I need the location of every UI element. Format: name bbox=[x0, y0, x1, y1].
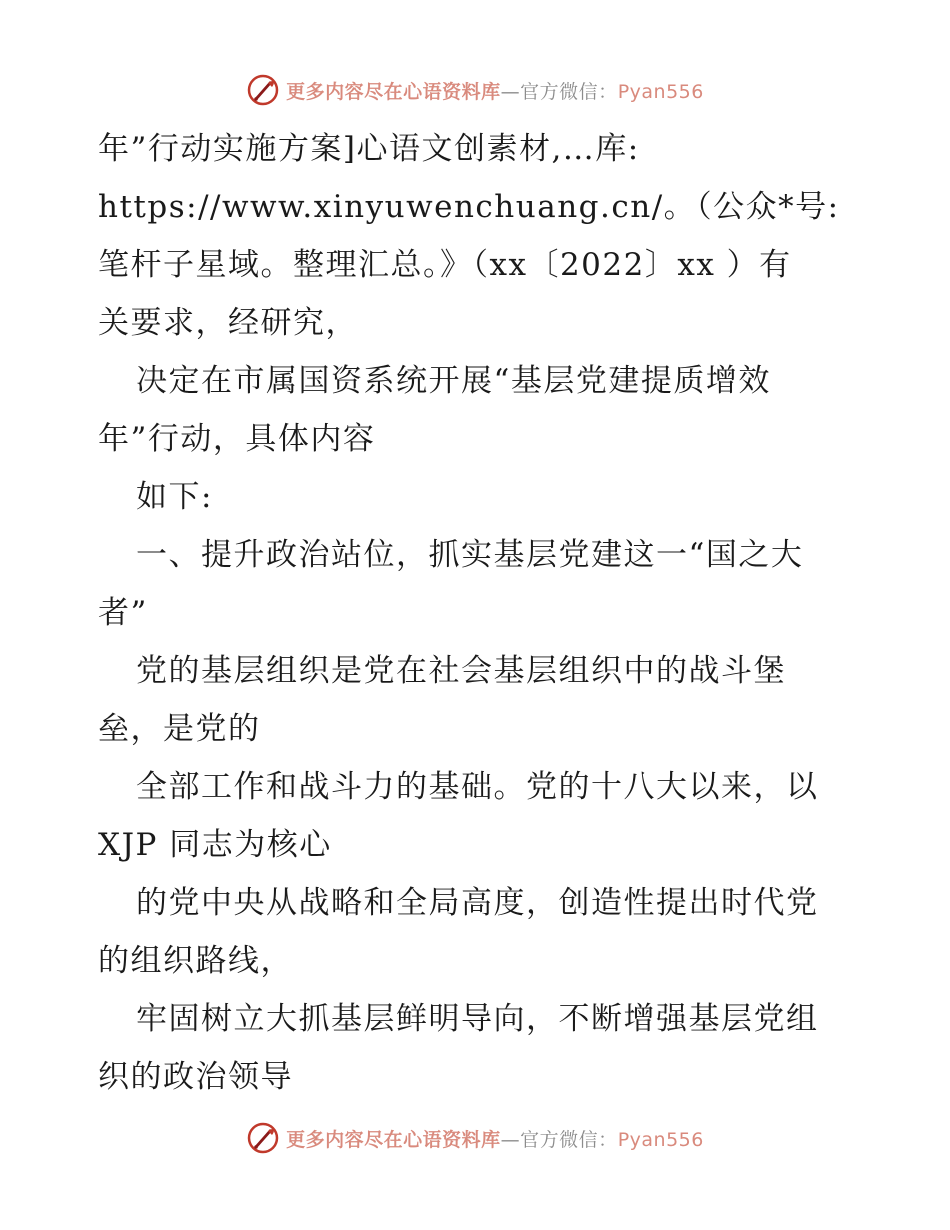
header-banner-content bbox=[246, 73, 704, 107]
body-line: 如下: bbox=[136, 479, 213, 515]
section-heading: 一、提升政治站位，抓实基层党建这一“国之大 bbox=[136, 537, 804, 573]
body-line: 织的政治领导 bbox=[98, 1059, 293, 1095]
body-line: 的组织路线， bbox=[98, 943, 293, 979]
body-line: 年”行动，具体内容 bbox=[98, 421, 376, 457]
banner-wechat-id: Pyan556 bbox=[617, 80, 704, 103]
banner-lead-text: 更多内容尽在心语资料库 bbox=[286, 80, 501, 103]
body-line: 笔杆子星域。整理汇总。》（xx〔2022〕xx ）有 bbox=[98, 247, 792, 283]
banner-lead-text: 更多内容尽在心语资料库 bbox=[286, 1128, 501, 1151]
banner-wechat-label: 官方微信： bbox=[520, 80, 618, 103]
quill-pen-logo-icon bbox=[246, 1121, 280, 1155]
body-line: 牢固树立大抓基层鲜明导向，不断增强基层党组 bbox=[136, 1001, 819, 1037]
body-line: 的党中央从战略和全局高度，创造性提出时代党 bbox=[136, 885, 819, 921]
body-line: 关要求，经研究， bbox=[98, 305, 358, 341]
body-line: 党的基层组织是党在社会基层组织中的战斗堡 bbox=[136, 653, 786, 689]
body-line: 决定在市属国资系统开展“基层党建提质增效 bbox=[136, 363, 771, 399]
body-line: 全部工作和战斗力的基础。党的十八大以来，以 bbox=[136, 769, 819, 805]
banner-wechat-id: Pyan556 bbox=[617, 1128, 704, 1151]
footer-banner-text bbox=[286, 1125, 704, 1152]
footer-banner bbox=[0, 1118, 950, 1158]
document-body bbox=[98, 120, 868, 1106]
body-line: 年”行动实施方案]心语文创素材,…库: bbox=[98, 131, 640, 167]
quill-pen-logo-icon bbox=[246, 73, 280, 107]
body-line: XJP 同志为核心 bbox=[98, 827, 332, 863]
body-line: https://www.xinyuwenchuang.cn/。（公众*号: bbox=[98, 189, 840, 225]
header-banner bbox=[0, 70, 950, 110]
section-heading-continuation: 者” bbox=[98, 595, 148, 631]
banner-separator: — bbox=[500, 1128, 521, 1151]
footer-banner-content bbox=[246, 1121, 704, 1155]
banner-separator: — bbox=[500, 80, 521, 103]
header-banner-text bbox=[286, 77, 704, 104]
banner-wechat-label: 官方微信： bbox=[520, 1128, 618, 1151]
body-line: 垒，是党的 bbox=[98, 711, 261, 747]
